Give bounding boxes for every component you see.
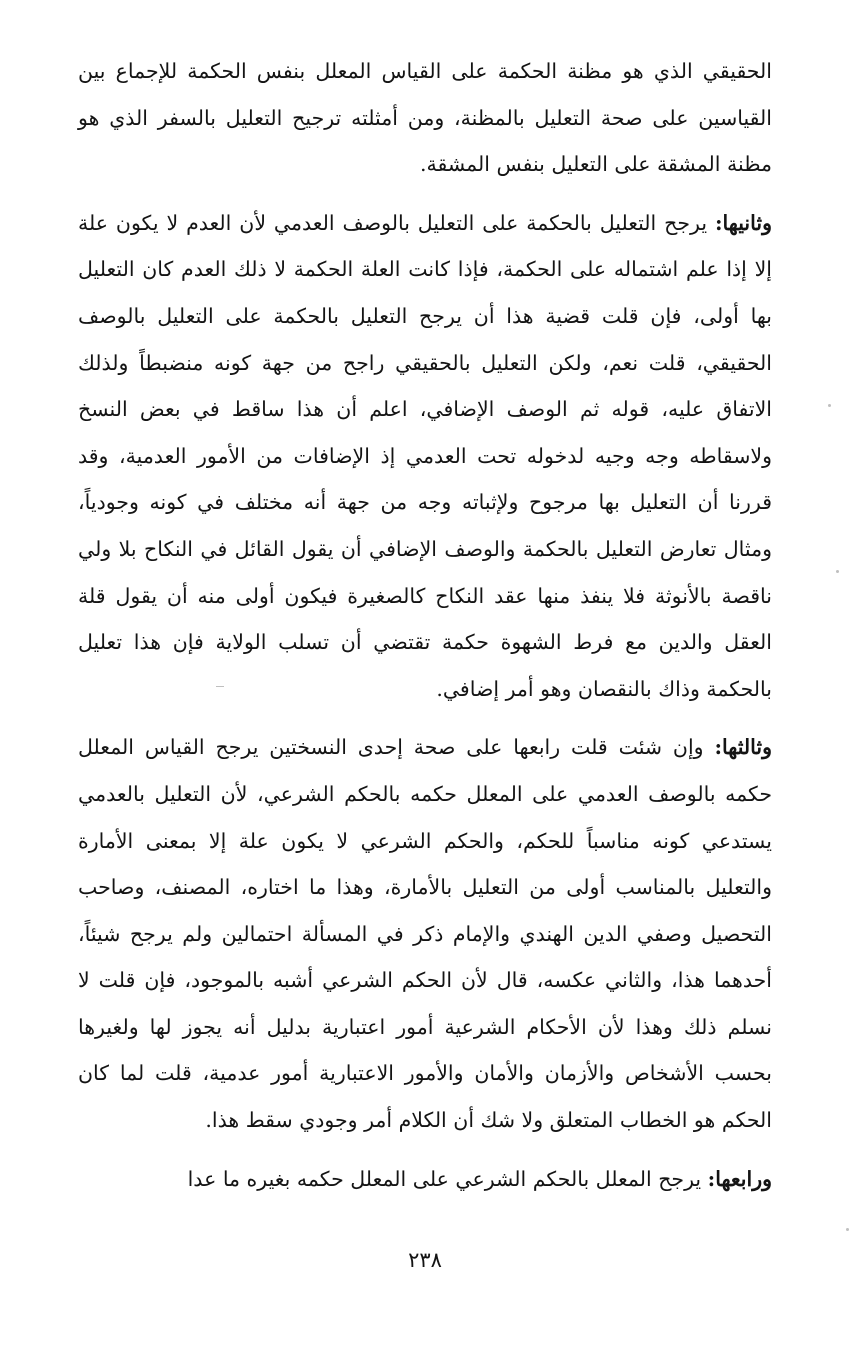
paragraph-continuation — [78, 48, 772, 188]
paragraph-lead: وثالثها: — [714, 735, 772, 760]
paragraph-fourth — [78, 1156, 772, 1203]
page-number: ٢٣٨ — [408, 1248, 442, 1272]
paragraph-lead: وثانيها: — [714, 210, 772, 235]
body-text — [78, 48, 772, 1202]
scan-speck — [836, 570, 839, 573]
paragraph-second — [78, 200, 772, 713]
scan-speck — [846, 1228, 849, 1231]
paragraph-third — [78, 724, 772, 1143]
scan-speck — [216, 686, 224, 687]
scan-speck — [828, 404, 831, 407]
paragraph-text: الحقيقي الذي هو مظنة الحكمة على القياس المعلل بنفس الحكمة للإجماع بين القياسين على صحة التعليل بالمظنة، ومن أمثلته ترجيح التعليل بالسفر الذي هو مظنة المشقة على التعليل بنفس المشقة. — [78, 59, 772, 177]
paragraph-lead: ورابعها: — [707, 1166, 772, 1191]
paragraph-text: وإن شئت قلت رابعها على صحة إحدى النسختين يرجح القياس المعلل حكمه بالوصف العدمي على المعلل حكمه بالحكم الشرعي، لأن التعليل بالعدمي يستدعي كونه مناسباً للحكم، والحكم الشرعي لا يكون علة إلا بمعنى الأمارة والتعليل بالمناسب أولى من التعليل بالأمارة، وهذا ما اختاره، المصنف، وصاحب التحصيل وصفي الدين الهندي والإمام ذكر في المسألة احتمالين ولم يرجح شيئاً، أحدهما هذا، والثاني عكسه، قال لأن الحكم الشرعي أشبه بالموجود، فإن قلت لا نسلم ذلك وهذا لأن الأحكام الشرعية أمور اعتبارية بدليل أنه يجوز لها ولغيرها بحسب الأشخاص والأزمان والأمان والأمور الاعتبارية أمور عدمية، قلت لما كان الحكم هو الخطاب المتعلق ولا شك أن الكلام أمر وجودي سقط هذا. — [78, 735, 772, 1133]
paragraph-text: يرجح التعليل بالحكمة على التعليل بالوصف العدمي لأن العدم لا يكون علة إلا إذا علم اشتماله على الحكمة، فإذا كانت العلة الحكمة لا ذلك العدم كان التعليل بها أولى، فإن قلت قضية هذا أن يرجح التعليل بالحكمة على التعليل بالوصف الحقيقي، قلت نعم، ولكن التعليل بالحقيقي راجح من جهة كونه منضبطاً ولذلك الاتفاق عليه، قوله ثم الوصف الإضافي، اعلم أن هذا ساقط في بعض النسخ ولاسقاطه وجه وجيه لدخوله تحت العدمي إذ الإضافات من الأمور العدمية، وقد قررنا أن التعليل بها مرجوح ولإثباته وجه من جهة أنه مختلف في كونه وجودياً، ومثال تعارض التعليل بالحكمة والوصف الإضافي أن يقول القائل في النكاح بلا ولي ناقصة بالأنوثة فلا ينفذ منها عقد النكاح كالصغيرة فيكون أولى منه أن يقول قلة العقل والدين مع فرط الشهوة حكمة تقتضي أن تسلب الولاية فإن هذا تعليل بالحكمة وذاك بالنقصان وهو أمر إضافي. — [78, 210, 772, 701]
paragraph-text: يرجح المعلل بالحكم الشرعي على المعلل حكمه بغيره ما عدا — [187, 1166, 708, 1191]
